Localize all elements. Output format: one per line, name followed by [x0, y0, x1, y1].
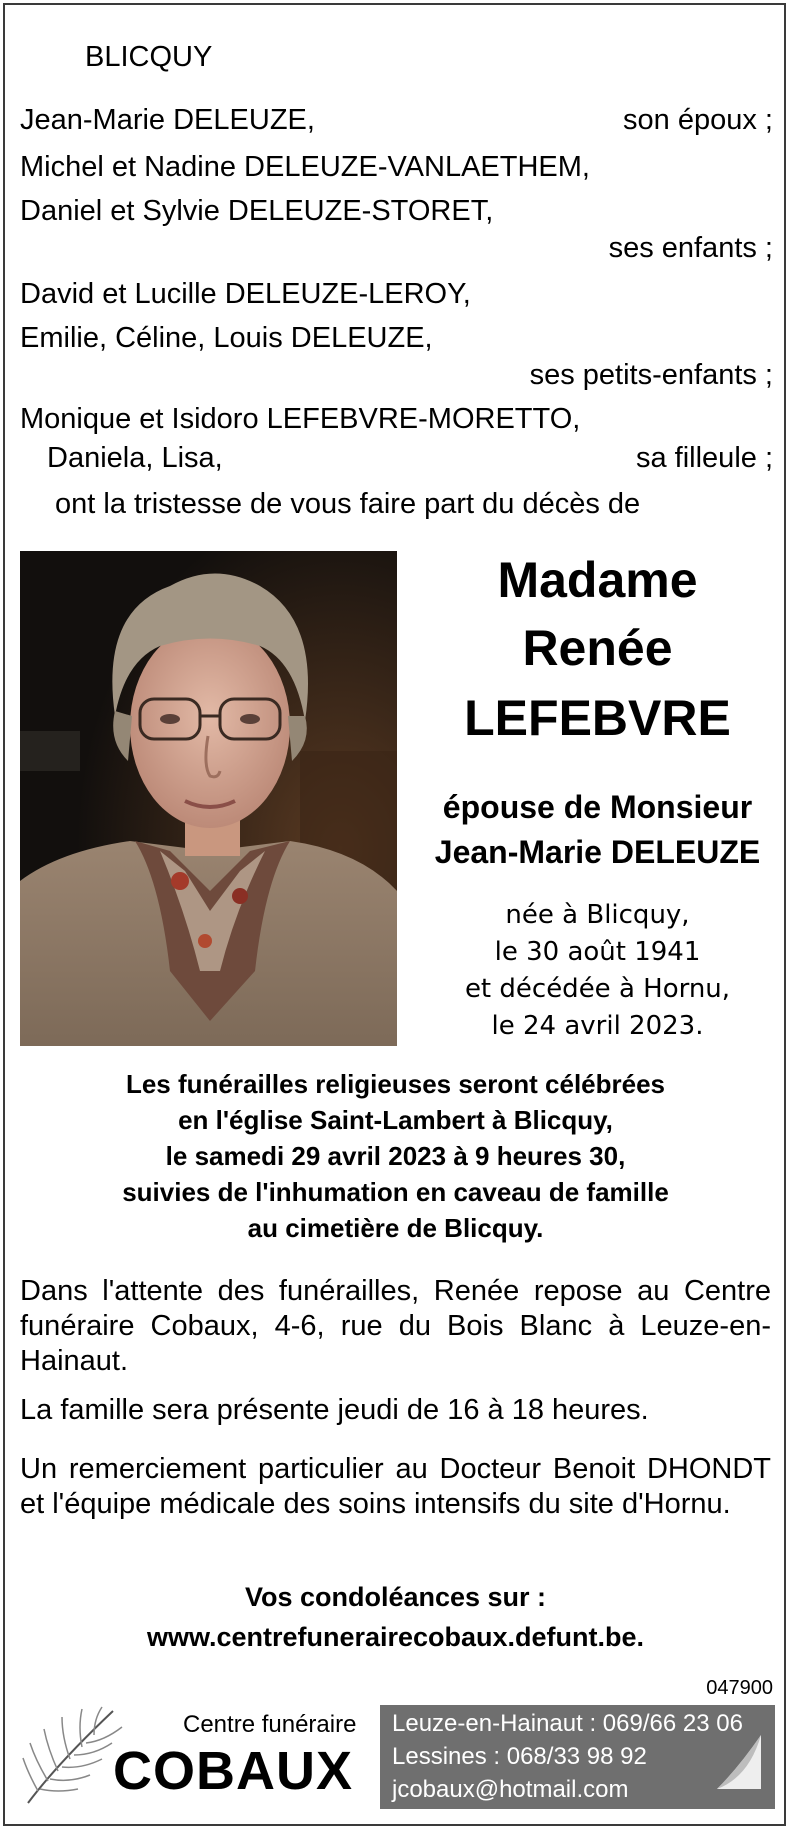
deceased-first-name: Renée — [522, 620, 673, 676]
death-place: et décédée à Hornu, — [464, 974, 731, 1004]
condolences-heading: Vos condoléances sur : — [244, 1582, 547, 1612]
spouse-line-1: épouse de Monsieur — [442, 789, 753, 825]
funeral-line-3: le samedi 29 avril 2023 à 9 heures 30, — [165, 1141, 626, 1171]
funeral-line-2: en l'église Saint-Lambert à Blicquy, — [178, 1105, 613, 1135]
family-line-grandchild-1: David et Lucille DELEUZE-LEROY, — [20, 278, 471, 310]
rest-paragraph: Dans l'attente des funérailles, Renée repose au Centre funéraire Cobaux, 4-6, rue du Bois Blanc à Leuze-en-Hainaut. — [20, 1275, 771, 1377]
funeral-home-brand: COBAUX — [113, 1741, 354, 1801]
family-line-godchild-parents: Monique et Isidoro LEFEBVRE-MORETTO, — [20, 403, 581, 435]
reference-number: 047900 — [706, 1677, 773, 1699]
contact-box — [380, 1705, 775, 1809]
family-line-child-2: Daniel et Sylvie DELEUZE-STORET, — [20, 195, 494, 227]
family-line-spouse: Jean-Marie DELEUZE, — [20, 104, 315, 136]
thanks-paragraph: Un remerciement particulier au Docteur Benoit DHONDT et l'équipe médicale des soins intensifs du site d'Hornu. — [20, 1453, 771, 1520]
role-spouse: son époux ; — [623, 104, 773, 136]
birth-place: née à Blicquy, — [505, 900, 690, 930]
town-header: BLICQUY — [85, 41, 213, 73]
funeral-line-4: suivies de l'inhumation en caveau de famille — [122, 1177, 669, 1207]
presence-paragraph: La famille sera présente jeudi de 16 à 18 heures. — [20, 1394, 649, 1426]
role-children: ses enfants ; — [608, 232, 773, 264]
page-curl-icon — [709, 1727, 769, 1797]
deceased-last-name: LEFEBVRE — [464, 690, 731, 746]
family-line-grandchild-2: Emilie, Céline, Louis DELEUZE, — [20, 322, 433, 354]
funeral-line-1: Les funérailles religieuses seront célébrées — [125, 1069, 666, 1099]
contact-lessines: Lessines : 068/33 98 92 — [392, 1743, 647, 1770]
condolences-url[interactable]: www.centrefunerairecobaux.defunt.be. — [146, 1622, 645, 1652]
role-grandchildren: ses petits-enfants ; — [529, 359, 773, 391]
birth-date: le 30 août 1941 — [494, 937, 701, 967]
funeral-line-5: au cimetière de Blicquy. — [247, 1213, 544, 1243]
death-date: le 24 avril 2023. — [491, 1011, 704, 1041]
spouse-line-2: Jean-Marie DELEUZE — [434, 834, 761, 870]
contact-email[interactable]: jcobaux@hotmail.com — [392, 1776, 629, 1803]
contact-leuze: Leuze-en-Hainaut : 069/66 23 06 — [392, 1710, 743, 1737]
role-godchild: sa filleule ; — [635, 442, 773, 474]
announcement-line: ont la tristesse de vous faire part du décès de — [55, 488, 641, 520]
funeral-home-label: Centre funéraire — [183, 1711, 357, 1738]
funeral-home-logo — [18, 1703, 373, 1811]
deceased-title: Madame — [497, 552, 698, 608]
family-line-child-1: Michel et Nadine DELEUZE-VANLAETHEM, — [20, 151, 590, 183]
portrait-photo — [20, 551, 397, 1046]
family-line-godchild: Daniela, Lisa, — [47, 442, 223, 474]
